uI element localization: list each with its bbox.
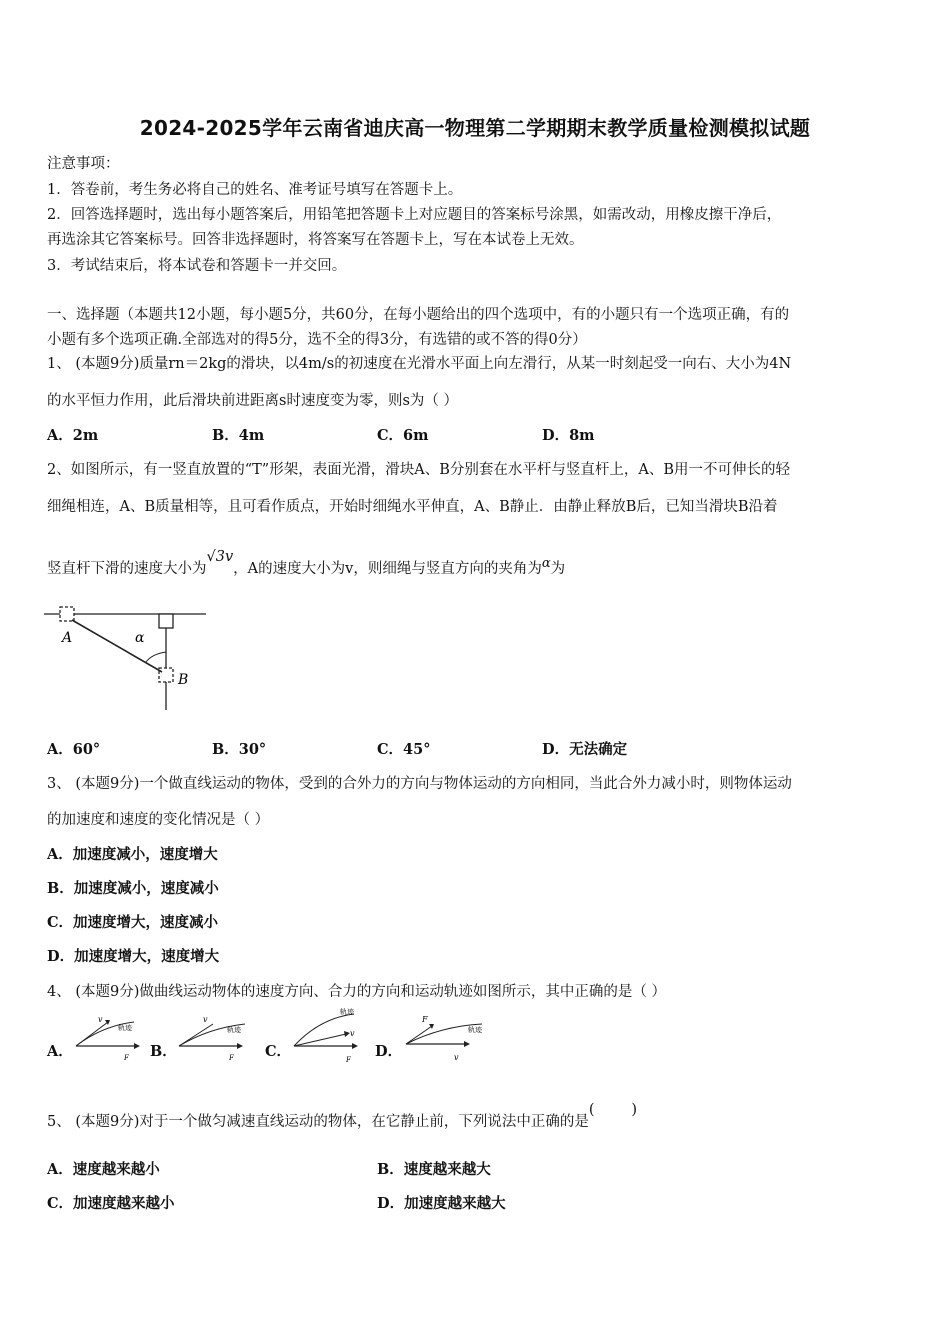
fig-label-f: F	[124, 1054, 129, 1062]
q3-option-a: A．加速度减小，速度增大	[47, 846, 218, 863]
q1-option-a: A．2m	[47, 427, 99, 444]
fig-label-f: F	[346, 1056, 351, 1064]
fig-label-f: F	[422, 1015, 428, 1024]
question-1-text: 1、 (本题9分)质量rn＝2kg的滑块，以4m/s的初速度在光滑水平面上向左滑行，从某一时刻起受一向右、大小为4N	[47, 356, 792, 372]
notice-item: 1．答卷前，考生务必将自己的姓名、准考证号填写在答题卡上。	[47, 182, 463, 198]
question-3-text: 3、 (本题9分)一个做直线运动的物体，受到的合外力的方向与物体运动的方向相同，当此合外力减小时，则物体运动	[47, 776, 792, 792]
q2-option-b: B．30°	[212, 741, 267, 758]
fig-label-track: 轨迹	[468, 1026, 482, 1034]
fig-label-f: F	[229, 1054, 234, 1062]
q3-option-b: B．加速度减小，速度减小	[47, 880, 219, 897]
q1-option-d: D．8m	[542, 427, 595, 444]
block-top	[159, 614, 173, 628]
q4-figure-c	[290, 1006, 362, 1066]
section-instructions: 一、选择题（本题共12小题，每小题5分，共60分，在每小题给出的四个选项中，有的小题只有一个选项正确，有的	[47, 307, 790, 323]
q5-option-b: B．速度越来越大	[377, 1161, 491, 1178]
q2-option-a: A．60°	[47, 741, 101, 758]
rope	[72, 620, 162, 672]
q5-answer-paren: ( )	[588, 1102, 638, 1118]
q3-option-d: D．加速度增大，速度增大	[47, 948, 220, 965]
notice-item: 再选涂其它答案标号。回答非选择题时，将答案写在答题卡上，写在本试卷上无效。	[47, 232, 584, 248]
q2-text-part: 竖直杆下滑的速度大小为	[47, 561, 207, 577]
q2-figure	[42, 598, 212, 713]
block-a	[60, 607, 74, 621]
question-2-text	[47, 549, 566, 578]
q4-option-b: B．	[150, 1043, 177, 1060]
question-2-text: 2、如图所示，有一竖直放置的“T”形架，表面光滑，滑块A、B分别套在水平杆与竖直杆上，A、B用一不可伸长的轻	[47, 462, 790, 478]
q1-option-b: B．4m	[212, 427, 265, 444]
block-b	[159, 668, 173, 682]
q2-option-c: C．45°	[377, 741, 431, 758]
question-5-text	[47, 1102, 638, 1131]
fig-label-track: 轨迹	[340, 1008, 354, 1016]
q4-option-d: D．	[375, 1043, 403, 1060]
q2-text-part: 为	[550, 561, 566, 577]
q3-option-c: C．加速度增大，速度减小	[47, 914, 219, 931]
fig-label-track: 轨迹	[118, 1024, 132, 1032]
q2-math-alpha: α	[541, 556, 551, 571]
fig-label-v: v	[350, 1029, 355, 1038]
q4-figure-b	[175, 1010, 247, 1066]
section-instructions: 小题有多个选项正确.全部选对的得5分，选不全的得3分，有选错的或不答的得0分）	[47, 332, 587, 348]
q4-figure-d	[402, 1008, 492, 1064]
question-3-text: 的加速度和速度的变化情况是（ ）	[47, 812, 270, 828]
page-title: 2024-2025学年云南省迪庆高一物理第二学期期末教学质量检测模拟试题	[139, 116, 811, 140]
q2-option-d: D．无法确定	[542, 741, 628, 758]
q1-option-c: C．6m	[377, 427, 429, 444]
notice-heading: 注意事项：	[47, 156, 120, 172]
notice-item: 3．考试结束后，将本试卷和答题卡一并交回。	[47, 258, 347, 274]
question-4-text: 4、 (本题9分)做曲线运动物体的速度方向、合力的方向和运动轨迹如图所示，其中正确的是（ ）	[47, 984, 666, 1000]
q4-option-c: C．	[265, 1043, 292, 1060]
question-2-text: 细绳相连，A、B质量相等，且可看作质点，开始时细绳水平伸直，A、B静止．由静止释放B后，已知当滑块B沿着	[47, 499, 778, 515]
label-b: B	[178, 672, 189, 688]
fig-label-track: 轨迹	[227, 1026, 241, 1034]
question-1-text: 的水平恒力作用，此后滑块前进距离s时速度变为零，则s为（ ）	[47, 393, 458, 409]
label-a: A	[62, 630, 73, 646]
q5-text: 5、 (本题9分)对于一个做匀减速直线运动的物体，在它静止前，下列说法中正确的是	[47, 1114, 589, 1130]
q5-option-a: A．速度越来越小	[47, 1161, 160, 1178]
q4-option-a: A．	[47, 1043, 73, 1060]
q5-option-c: C．加速度越来越小	[47, 1195, 175, 1212]
label-alpha: α	[135, 630, 145, 646]
notice-item: 2．回答选择题时，选出每小题答案后，用铅笔把答题卡上对应题目的答案标号涂黑，如需改动，用橡皮擦干净后，	[47, 207, 782, 223]
fig-label-v: v	[98, 1015, 103, 1024]
q4-figure-a	[72, 1010, 144, 1066]
q2-math-sqrt3v: √3v	[206, 549, 234, 565]
q2-text-part: ，A的速度大小为v，则细绳与竖直方向的夹角为	[233, 561, 542, 577]
angle-arc	[146, 652, 166, 662]
fig-label-v: v	[454, 1053, 459, 1062]
fig-label-v: v	[203, 1015, 208, 1024]
q5-option-d: D．加速度越来越大	[377, 1195, 506, 1212]
